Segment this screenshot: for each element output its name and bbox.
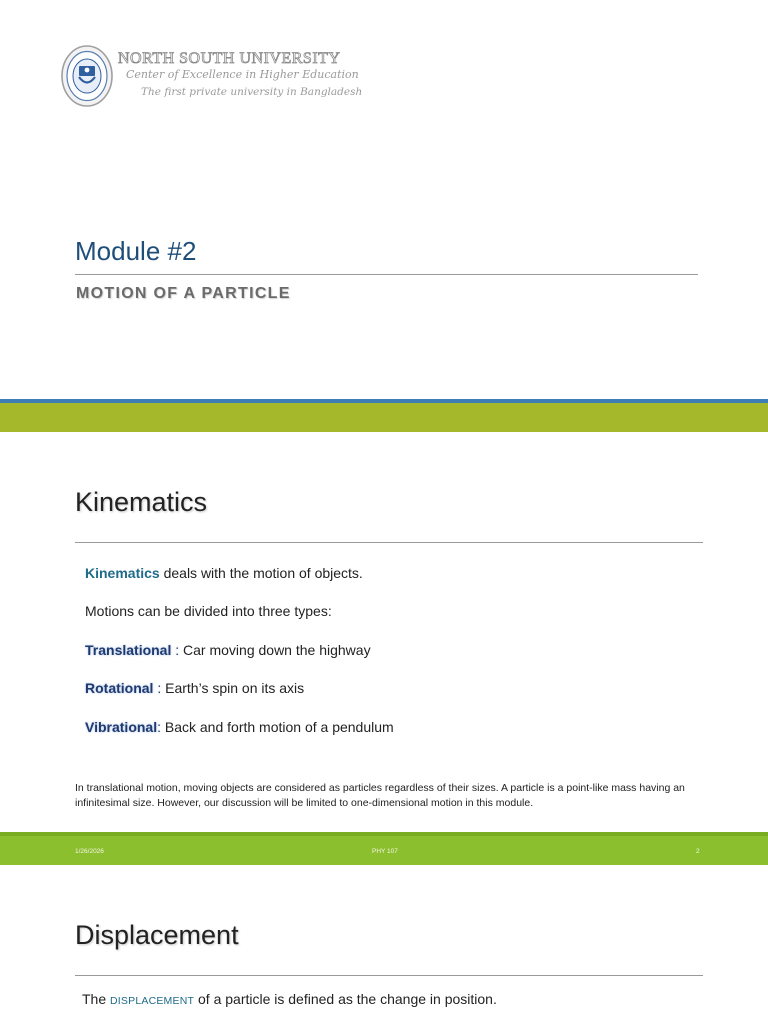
- translational-motion-paragraph: In translational motion, moving objects are considered as particles regardless of their sizes. A particle is a point-like mass having an infinitesimal size. However, our discussion will be limited to one-dimensional motion in this module.: [75, 782, 685, 809]
- kinematics-definition-text: deals with the motion of objects.: [159, 565, 363, 581]
- university-tagline: Center of Excellence in Higher Education: [126, 68, 359, 81]
- displacement-definition: [82, 991, 497, 1007]
- rotational-separator: :: [153, 680, 166, 696]
- rotational-example: Earth’s spin on its axis: [165, 680, 305, 696]
- displacement-divider: [75, 975, 703, 976]
- footer-course: PHY 107: [372, 848, 398, 855]
- motion-type-vibrational: [85, 719, 394, 735]
- displacement-post: of a particle is defined as the change in position.: [194, 991, 497, 1007]
- displacement-pre: The: [82, 991, 111, 1007]
- university-seal-logo: [60, 44, 114, 108]
- translational-separator: :: [171, 642, 184, 658]
- kinematics-definition: [85, 565, 363, 581]
- translational-keyword: Translational: [85, 642, 172, 658]
- vibrational-keyword: Vibrational: [85, 719, 158, 735]
- footer-page-number: 2: [696, 848, 700, 855]
- vibrational-example: Back and forth motion of a pendulum: [164, 719, 394, 735]
- kinematics-keyword: Kinematics: [85, 565, 160, 581]
- motion-types-intro: Motions can be divided into three types:: [85, 603, 332, 619]
- translational-example: Car moving down the highway: [183, 642, 371, 658]
- slide-separator-green: [0, 403, 768, 432]
- module-subtitle: MOTION OF A PARTICLE: [76, 285, 291, 302]
- university-name: NORTH SOUTH UNIVERSITY: [118, 50, 341, 67]
- footer-date: 1/26/2026: [75, 848, 104, 855]
- rotational-keyword: Rotational: [85, 680, 154, 696]
- module-title: Module #2: [75, 236, 197, 266]
- displacement-keyword: DISPLACEMENT: [110, 995, 195, 1007]
- displacement-heading: Displacement: [75, 920, 239, 950]
- motion-type-translational: [85, 642, 371, 658]
- vibrational-separator: :: [157, 719, 165, 735]
- kinematics-divider: [75, 542, 703, 543]
- motion-type-rotational: [85, 680, 304, 696]
- kinematics-heading: Kinematics: [75, 487, 208, 517]
- title-divider: [75, 274, 698, 275]
- university-subtagline: The first private university in Bangladesh: [141, 86, 363, 98]
